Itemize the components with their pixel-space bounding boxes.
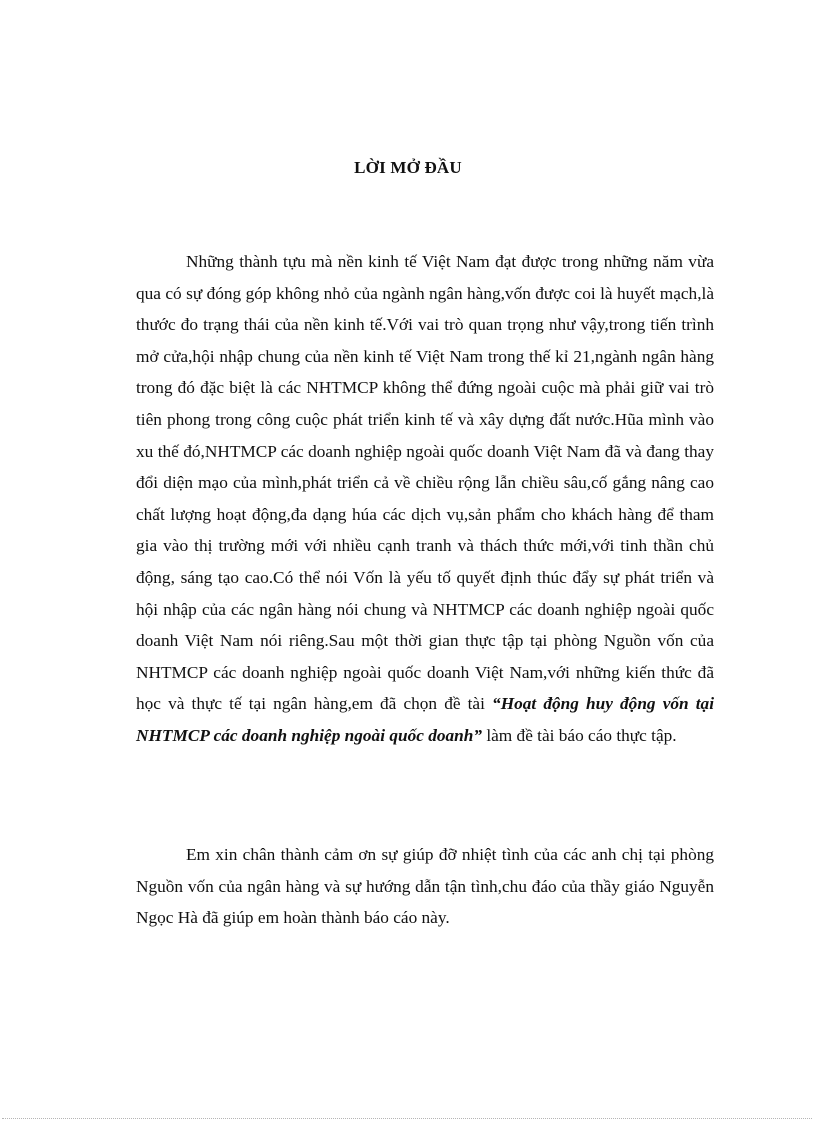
intro-paragraph	[136, 246, 714, 752]
acknowledgement-paragraph: Em xin chân thành cảm ơn sự giúp đỡ nhiệt tình của các anh chị tại phòng Nguồn vốn của ngân hàng và sự hướng dẫn tận tình,chu đáo của thầy giáo Nguyễn Ngọc Hà đã giúp em hoàn thành báo cáo này.	[136, 845, 714, 928]
thesis-title-emphasis: “Hoạt động huy động vốn tại NHTMCP các doanh nghiệp ngoài quốc doanh”	[136, 694, 714, 745]
intro-paragraph-text: Những thành tựu mà nền kinh tế Việt Nam đạt được trong những năm vừa qua có sự đóng góp không nhỏ của ngành ngân hàng,vốn được coi là huyết mạch,là thước đo trạng thái của nền kinh tế.Với vai trò quan trọng như vậy,trong tiến trình mở cửa,hội nhập chung của nền kinh tế Việt Nam trong thế kỉ 21,ngành ngân hàng trong đó đặc biệt là các NHTMCP không thể đứng ngoài cuộc mà phải giữ vai trò tiên phong trong công cuộc phát triển kinh tế và xây dựng đất nước.Hũa mình vào xu thế đó,NHTMCP các doanh nghiệp ngoài quốc doanh Việt Nam đã và đang thay đổi diện mạo của mình,phát triển cả về chiều rộng lẫn chiều sâu,cố gắng nâng cao chất lượng hoạt động,đa dạng húa các dịch vụ,sản phẩm cho khách hàng để tham gia vào thị trường mới với nhiều cạnh tranh và thách thức mới,với tinh thần chủ động, sáng tạo cao.Có thể nói Vốn là yếu tố quyết định thúc đẩy sự phát triển và hội nhập của các ngân hàng nói chung và NHTMCP các doanh nghiệp ngoài quốc doanh Việt Nam nói riêng.Sau một thời gian thực tập tại phòng Nguồn vốn của NHTMCP các doanh nghiệp ngoài quốc doanh Việt Nam,với những kiến thức đã học và thực tế tại ngân hàng,em đã chọn đề tài	[136, 252, 714, 714]
page-bottom-divider	[2, 1118, 812, 1119]
intro-paragraph-ending: làm đề tài báo cáo thực tập.	[482, 725, 677, 745]
page-title: LỜI MỞ ĐẦU	[354, 158, 462, 177]
acknowledgement-paragraph-container	[136, 839, 714, 934]
intro-paragraph-container	[136, 246, 714, 752]
